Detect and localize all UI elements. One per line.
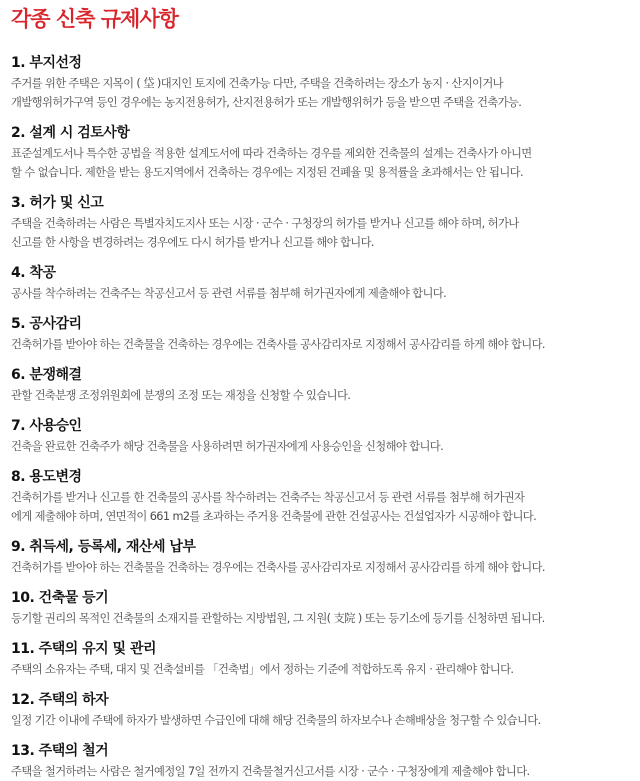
section-heading: 1. 부지선정 bbox=[11, 55, 82, 71]
section-list bbox=[11, 54, 636, 781]
section-body-line: 신고를 한 사항을 변경하려는 경우에도 다시 허가를 받거나 신고를 해야 합니다. bbox=[11, 236, 374, 249]
section-item bbox=[11, 640, 636, 679]
section-heading: 13. 주택의 철거 bbox=[11, 743, 109, 759]
section-item bbox=[11, 589, 636, 628]
section-body-line: 표준설계도서나 특수한 공법을 적용한 설계도서에 따라 건축하는 경우를 제외한 건축물의 설계는 건축사가 아니면 bbox=[11, 147, 532, 160]
section-body-line: 주택을 철거하려는 사람은 철거예정일 7일 전까지 건축물철거신고서를 시장 · 군수 · 구청장에게 제출해야 합니다. bbox=[11, 765, 530, 778]
section-item bbox=[11, 264, 636, 303]
section-item bbox=[11, 315, 636, 354]
section-item bbox=[11, 417, 636, 456]
section-heading: 9. 취득세, 등록세, 재산세 납부 bbox=[11, 539, 196, 555]
section-body-line: 개발행위허가구역 등인 경우에는 농지전용허가, 산지전용허가 또는 개발행위허가 등을 받으면 주택을 건축가능. bbox=[11, 96, 522, 109]
section-body-line: 건축을 완료한 건축주가 해당 건축물을 사용하려면 허가권자에게 사용승인을 신청해야 합니다. bbox=[11, 440, 444, 453]
section-body-line: 할 수 없습니다. 제한을 받는 용도지역에서 건축하는 경우에는 지정된 건폐율 및 용적률을 초과해서는 안 됩니다. bbox=[11, 166, 523, 179]
section-body-line: 건축허가를 받아야 하는 건축물을 건축하는 경우에는 건축사를 공사감리자로 지정해서 공사감리를 하게 해야 합니다. bbox=[11, 338, 545, 351]
section-body-line: 공사를 착수하려는 건축주는 착공신고서 등 관련 서류를 첨부해 허가권자에게 제출해야 합니다. bbox=[11, 287, 447, 300]
section-body-line: 일정 기간 이내에 주택에 하자가 발생하면 수급인에 대해 해당 건축물의 하자보수나 손해배상을 청구할 수 있습니다. bbox=[11, 714, 541, 727]
section-heading: 3. 허가 및 신고 bbox=[11, 195, 104, 211]
section-body-line: 건축허가를 받아야 하는 건축물을 건축하는 경우에는 건축사를 공사감리자로 지정해서 공사감리를 하게 해야 합니다. bbox=[11, 561, 545, 574]
section-item bbox=[11, 54, 636, 112]
section-heading: 8. 용도변경 bbox=[11, 469, 82, 485]
section-heading: 11. 주택의 유지 및 관리 bbox=[11, 641, 156, 657]
section-item bbox=[11, 194, 636, 252]
section-body-line: 관할 건축분쟁 조정위원회에 분쟁의 조정 또는 재정을 신청할 수 있습니다. bbox=[11, 389, 351, 402]
section-body-line: 건축허가를 받거나 신고를 한 건축물의 공사를 착수하려는 건축주는 착공신고서 등 관련 서류를 첨부해 허가권자 bbox=[11, 491, 525, 504]
section-heading: 2. 설계 시 검토사항 bbox=[11, 125, 130, 141]
section-item bbox=[11, 538, 636, 577]
section-item bbox=[11, 468, 636, 526]
section-heading: 10. 건축물 등기 bbox=[11, 590, 109, 606]
section-item bbox=[11, 742, 636, 781]
section-item bbox=[11, 691, 636, 730]
section-heading: 7. 사용승인 bbox=[11, 418, 82, 434]
section-body-line: 등기할 권리의 목적인 건축물의 소재지를 관할하는 지방법원, 그 지원( 支院 ) 또는 등기소에 등기를 신청하면 됩니다. bbox=[11, 612, 545, 625]
section-body-line: 주택의 소유자는 주택, 대지 및 건축설비를 「건축법」에서 정하는 기준에 적합하도록 유지 · 관리해야 합니다. bbox=[11, 663, 514, 676]
section-body-line: 주택을 건축하려는 사람은 특별자치도지사 또는 시장 · 군수 · 구청장의 허가를 받거나 신고를 해야 하며, 허가나 bbox=[11, 217, 519, 230]
section-heading: 4. 착공 bbox=[11, 265, 56, 281]
section-body-line: 주거를 위한 주택은 지목이 ( 垈 )대지인 토지에 건축가능 다만, 주택을 건축하려는 장소가 농지 · 산지이거나 bbox=[11, 77, 503, 90]
section-item bbox=[11, 366, 636, 405]
section-body-line: 에게 제출해야 하며, 연면적이 661 m2를 초과하는 주거용 건축물에 관한 건설공사는 건설업자가 시공해야 합니다. bbox=[11, 510, 537, 523]
section-heading: 5. 공사감리 bbox=[11, 316, 82, 332]
section-heading: 12. 주택의 하자 bbox=[11, 692, 109, 708]
section-heading: 6. 분쟁해결 bbox=[11, 367, 82, 383]
section-item bbox=[11, 124, 636, 182]
page-title: 각종 신축 규제사항 bbox=[11, 7, 178, 31]
